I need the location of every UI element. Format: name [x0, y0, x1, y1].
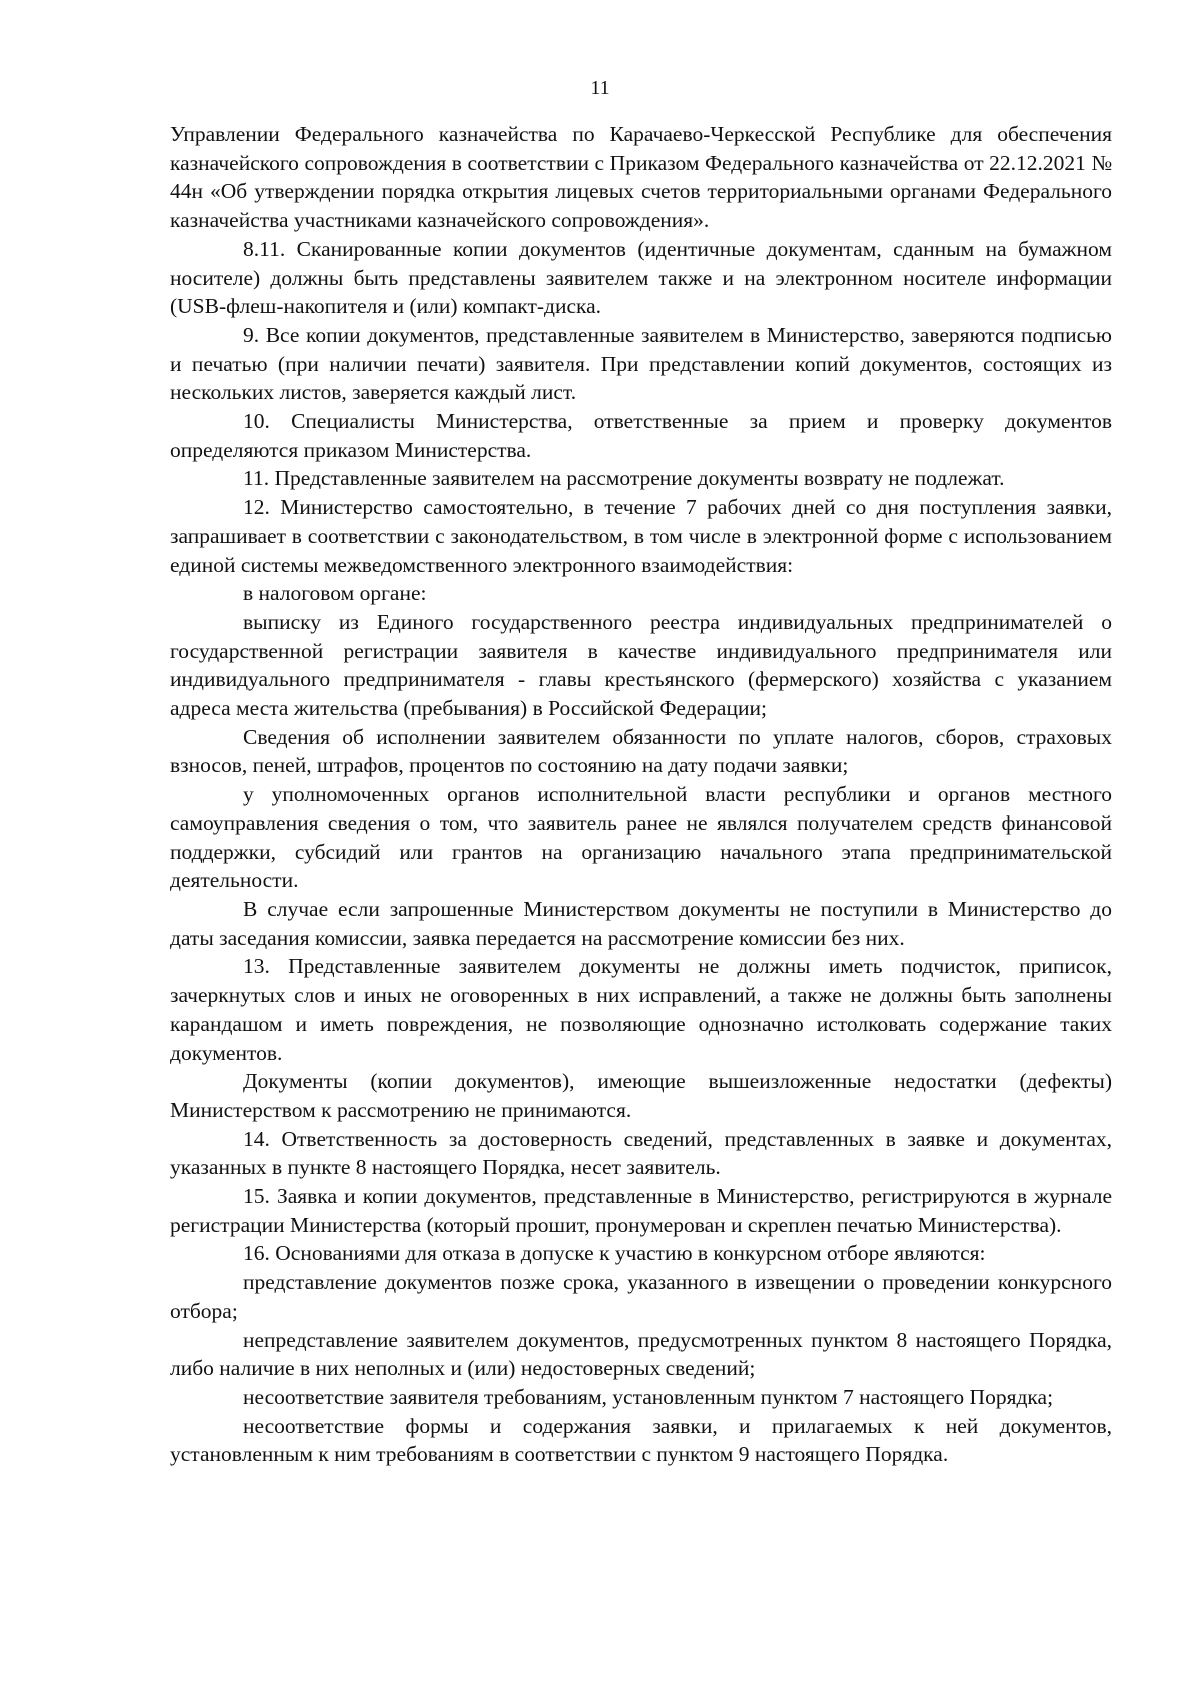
- paragraph-8-11: 8.11. Сканированные копии документов (идентичные документам, сданным на бумажном носителе) должны быть представлены заявителем также и на электронном носителе информации (USB-флеш-накопителя и (или) компакт-диска.: [170, 236, 1112, 319]
- paragraph-authorized-bodies: у уполномоченных органов исполнительной власти республики и органов местного самоуправления сведения о том, что заявитель ранее не являлся получателем средств финансовой поддержки, субсидий или грантов на организацию начального этапа предпринимательской деятельности.: [170, 782, 1112, 893]
- paragraph-12: 12. Министерство самостоятельно, в течение 7 рабочих дней со дня поступления заявки, запрашивает в соответствии с законодательством, в том числе в электронной форме с использованием единой системы межведомственного электронного взаимодействия:: [170, 495, 1112, 577]
- paragraph-form-mismatch: несоответствие формы и содержания заявки, и прилагаемых к ней документов, установленным к ним требованиям в соответствии с пунктом 9 настоящего Порядка.: [170, 1413, 1112, 1467]
- paragraph-documents-not-received: В случае если запрошенные Министерством документы не поступили в Министерство до даты заседания комиссии, заявка передается на рассмотрение комиссии без них.: [170, 896, 1112, 950]
- paragraph-15: 15. Заявка и копии документов, представленные в Министерство, регистрируются в журнале регистрации Министерства (который прошит, пронумерован и скреплен печатью Министерства).: [170, 1184, 1112, 1237]
- paragraph-9: 9. Все копии документов, представленные заявителем в Министерство, заверяются подписью и печатью (при наличии печати) заявителя. При представлении копий документов, состоящих из нескольких листов, заверяется каждый лист.: [170, 322, 1112, 405]
- paragraph-10: 10. Специалисты Министерства, ответственные за прием и проверку документов определяются приказом Министерства.: [170, 409, 1112, 462]
- paragraph-11: 11. Представленные заявителем на рассмотрение документы возврату не подлежат.: [243, 466, 1005, 491]
- paragraph-tax-authority: в налоговом органе:: [243, 581, 427, 606]
- paragraph-14: 14. Ответственность за достоверность сведений, представленных в заявке и документах, указанных в пункте 8 настоящего Порядка, несет заявитель.: [170, 1126, 1112, 1180]
- page-number: 11: [590, 77, 610, 99]
- paragraph-defective-documents: Документы (копии документов), имеющие вышеизложенные недостатки (дефекты) Министерством к рассмотрению не принимаются.: [170, 1069, 1112, 1122]
- paragraph-16: 16. Основаниями для отказа в допуске к участию в конкурсном отборе являются:: [243, 1241, 986, 1266]
- paragraph-requirements-mismatch: несоответствие заявителя требованиям, установленным пунктом 7 настоящего Порядка;: [243, 1384, 1054, 1409]
- document-body: [170, 120, 1112, 1469]
- paragraph-continuation: Управлении Федерального казначейства по Карачаево-Черкесской Республике для обеспечения казначейского сопровождения в соответствии с Приказом Федерального казначейства от 22.12.2021 № 44н «Об утверждении порядка открытия лицевых счетов территориальными органами Федерального казначейства участниками казначейского сопровождения».: [170, 122, 1112, 233]
- paragraph-register-extract: выписку из Единого государственного реестра индивидуальных предпринимателей о государственной регистрации заявителя в качестве индивидуального предпринимателя или индивидуального предпринимателя - главы крестьянского (фермерского) хозяйства с указанием адреса места жительства (пребывания) в Российской Федерации;: [170, 609, 1112, 721]
- paragraph-13: 13. Представленные заявителем документы не должны иметь подчисток, приписок, зачеркнутых слов и иных не оговоренных в них исправлений, а также не должны быть заполнены карандашом и иметь повреждения, не позволяющие однозначно истолковать содержание таких документов.: [170, 954, 1112, 1065]
- paragraph-tax-obligations: Сведения об исполнении заявителем обязанности по уплате налогов, сборов, страховых взносов, пеней, штрафов, процентов по состоянию на дату подачи заявки;: [170, 724, 1112, 778]
- paragraph-non-submission: непредставление заявителем документов, предусмотренных пунктом 8 настоящего Порядка, либо наличие в них неполных и (или) недостоверных сведений;: [170, 1327, 1112, 1381]
- paragraph-late-submission: представление документов позже срока, указанного в извещении о проведении конкурсного отбора;: [170, 1270, 1112, 1323]
